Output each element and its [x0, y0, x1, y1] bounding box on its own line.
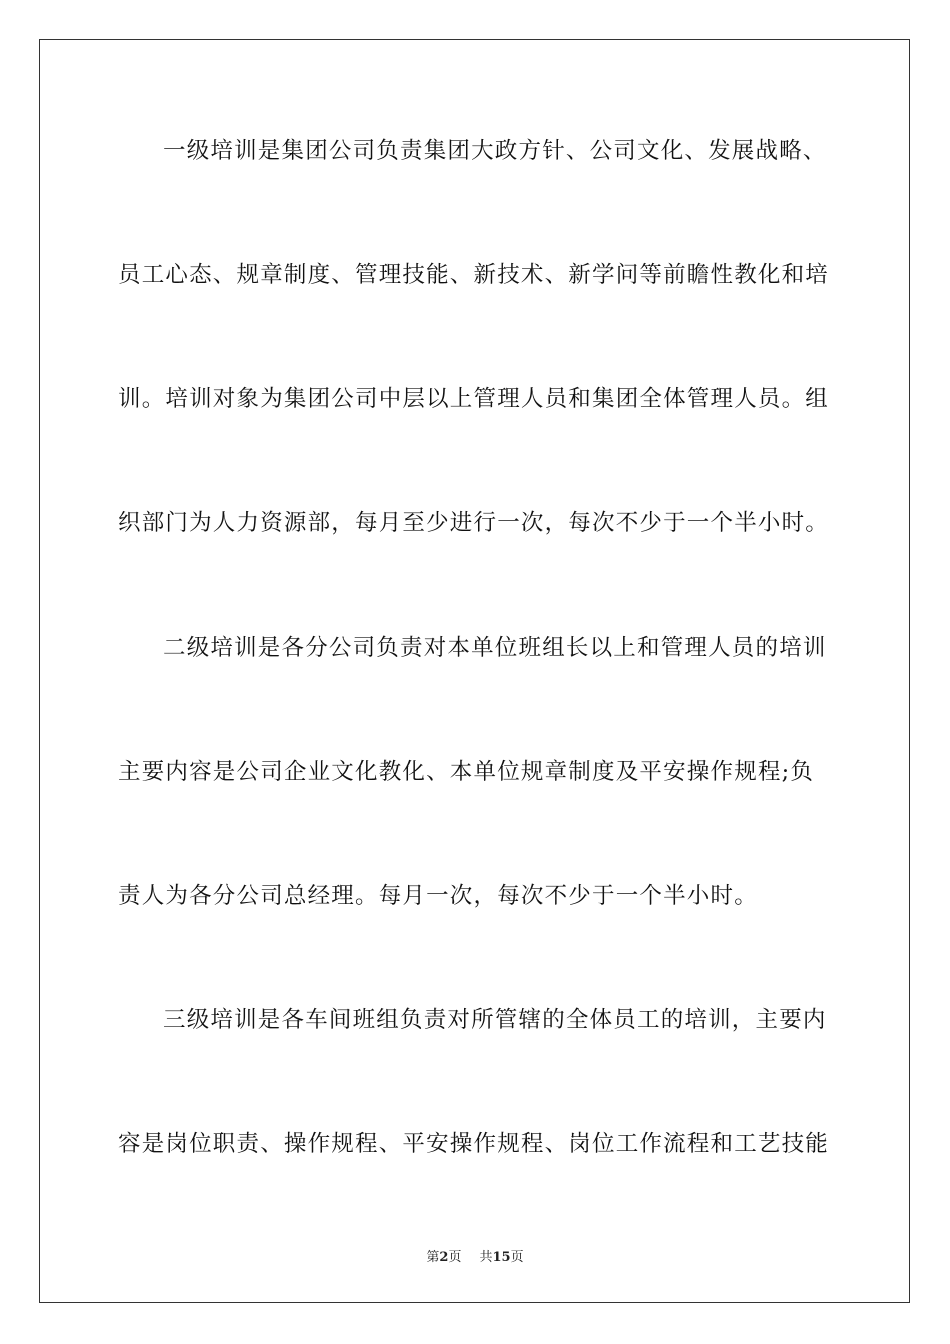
paragraph-3-line-2: 容是岗位职责、操作规程、平安操作规程、岗位工作流程和工艺技能: [118, 1131, 830, 1157]
page-footer: [0, 1246, 950, 1265]
paragraph-1-line-3: 训。培训对象为集团公司中层以上管理人员和集团全体管理人员。组: [118, 386, 830, 412]
page-border: [39, 39, 910, 1303]
paragraph-1-line-2: 员工心态、规章制度、管理技能、新技术、新学问等前瞻性教化和培: [118, 262, 830, 288]
total-pages: 15: [492, 1250, 511, 1265]
paragraph-3-line-1: 三级培训是各车间班组负责对所管辖的全体员工的培训，主要内: [163, 1007, 827, 1033]
total-prefix: 共: [479, 1250, 493, 1265]
paragraph-1-line-1: 一级培训是集团公司负责集团大政方针、公司文化、发展战略、: [163, 138, 827, 164]
paragraph-2-line-2: 主要内容是公司企业文化教化、本单位规章制度及平安操作规程;负: [118, 759, 815, 785]
paragraph-2-line-3: 责人为各分公司总经理。每月一次，每次不少于一个半小时。: [118, 883, 758, 909]
page-prefix: 第: [426, 1250, 440, 1265]
total-suffix: 页: [510, 1250, 524, 1265]
page-number: 2: [439, 1250, 449, 1265]
paragraph-2-line-1: 二级培训是各分公司负责对本单位班组长以上和管理人员的培训: [163, 635, 827, 661]
paragraph-1-line-4: 织部门为人力资源部，每月至少进行一次，每次不少于一个半小时。: [118, 510, 830, 536]
page-suffix: 页: [448, 1250, 462, 1265]
